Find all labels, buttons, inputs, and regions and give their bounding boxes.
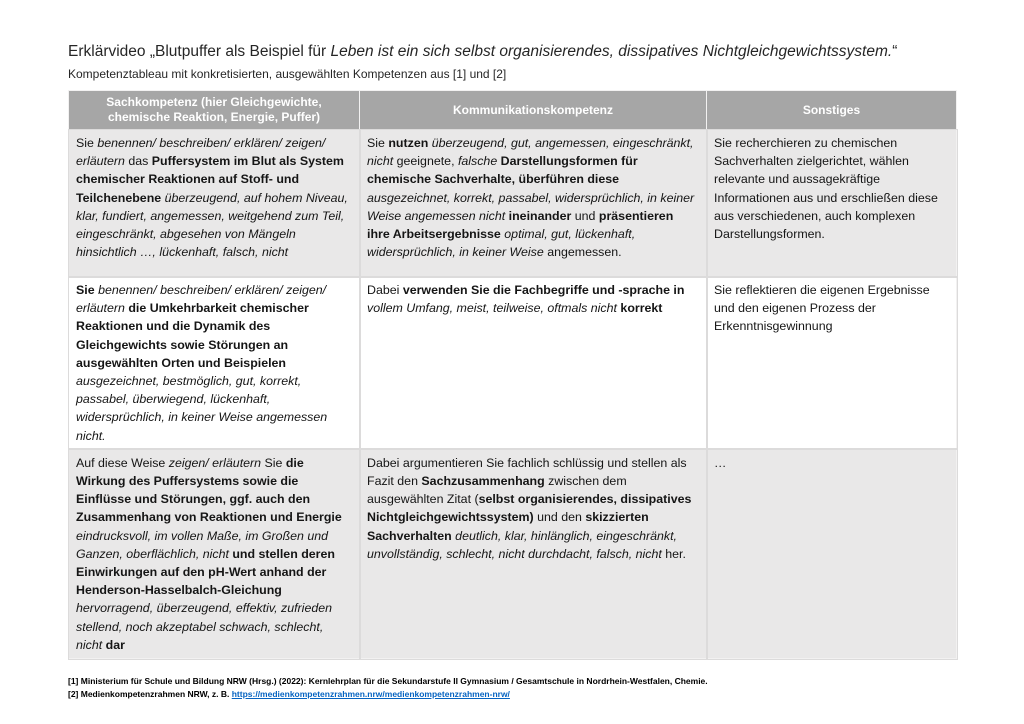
page-subtitle: Kompetenztableau mit konkretisierten, ausgewählten Kompetenzen aus [1] und [2] — [68, 67, 507, 81]
cell-row3-sonstiges: … — [707, 449, 957, 658]
document-page — [68, 42, 956, 701]
footnote-2 — [68, 688, 956, 701]
table-header-row — [69, 91, 957, 130]
cell-row2-kommunikationskompetenz: Dabei verwenden Sie die Fachbegriffe und -sprache in vollem Umfang, meist, teilweise, oftmals nicht korrekt — [360, 277, 707, 450]
page-title-suffix: “ — [892, 43, 898, 60]
footnote-2-text: [2] Medienkompetenzrahmen NRW, z. B. — [68, 689, 232, 700]
cell-row3-sachkompetenz: Auf diese Weise zeigen/ erläutern Sie die Wirkung des Puffersystems sowie die Einflüsse und Störungen, ggf. auch den Zusammenhang von Reaktionen und Energie eindrucksvoll, im vollen Maße, im Großen und Ganzen, oberflächlich, nicht und stellen deren Einwirkungen auf den pH-Wert anhand der Henderson-Hasselbalch-Gleichung hervorragend, überzeugend, effektiv, zufrieden stellend, noch akzeptabel schwach, schlecht, nicht dar — [69, 449, 360, 658]
column-header-kommunikationskompetenz: Kommunikationskompetenz — [360, 91, 707, 130]
table-row-2 — [69, 277, 957, 450]
footnote-1: [1] Ministerium für Schule und Bildung NRW (Hrsg.) (2022): Kernlehrplan für die Sekundarstufe II Gymnasium / Gesamtschule in Nordrhein-Westfalen, Chemie. — [68, 676, 708, 687]
cell-row1-sachkompetenz: Sie benennen/ beschreiben/ erklären/ zeigen/ erläutern das Puffersystem im Blut als System chemischer Reaktionen auf Stoff- und Teilchenebene überzeugend, auf hohem Niveau, klar, fundiert, angemessen, weitgehend zum Teil, eingeschränkt, abgesehen von Mängeln hinsichtlich …, lückenhaft, falsch, nicht — [69, 130, 360, 277]
cell-row3-kommunikationskompetenz: Dabei argumentieren Sie fachlich schlüssig und stellen als Fazit den Sachzusammenhang zwischen dem ausgewählten Zitat (selbst organisierendes, dissipatives Nichtgleichgewichtssystem) und den skizzierten Sachverhalten deutlich, klar, hinlänglich, eingeschränkt, unvollständig, schlecht, nicht durchdacht, falsch, nicht her. — [360, 449, 707, 658]
cell-row1-sonstiges: Sie recherchieren zu chemischen Sachverhalten zielgerichtet, wählen relevante und aussagekräftige Informationen aus und erschließen diese aus verschiedenen, auch komplexen Darstellungsformen. — [707, 130, 957, 277]
column-header-sonstiges: Sonstiges — [707, 91, 957, 130]
footnote-2-link[interactable]: https://medienkompetenzrahmen.nrw/medienkompetenzrahmen-nrw/ — [231, 689, 510, 700]
page-title-prefix: Erklärvideo „Blutpuffer als Beispiel für — [68, 43, 331, 60]
footnotes — [68, 675, 956, 701]
page-title-quote-italic: Leben ist ein sich selbst organisierendes, dissipatives Nichtgleichgewichtssystem. — [330, 43, 893, 60]
cell-row2-sachkompetenz: Sie benennen/ beschreiben/ erklären/ zeigen/ erläutern die Umkehrbarkeit chemischer Reaktionen und die Dynamik des Gleichgewichts sowie Störungen an ausgewählten Orten und Beispielen ausgezeichnet, bestmöglich, gut, korrekt, passabel, überwiegend, lückenhaft, widersprüchlich, in keiner Weise angemessen nicht. — [69, 277, 360, 450]
cell-row1-kommunikationskompetenz: Sie nutzen überzeugend, gut, angemessen, eingeschränkt, nicht geeignete, falsche Darstellungsformen für chemische Sachverhalte, überführen diese ausgezeichnet, korrekt, passabel, widersprüchlich, in keiner Weise angemessen nicht ineinander und präsentieren ihre Arbeitsergebnisse optimal, gut, lückenhaft, widersprüchlich, in keiner Weise angemessen. — [360, 130, 707, 277]
table-row-3 — [69, 449, 957, 658]
cell-row2-sonstiges: Sie reflektieren die eigenen Ergebnisse und den eigenen Prozess der Erkenntnisgewinnung — [707, 277, 957, 450]
column-header-sachkompetenz: Sachkompetenz (hier Gleichgewichte, chemische Reaktion, Energie, Puffer) — [69, 91, 360, 130]
competency-table — [68, 90, 957, 659]
page-title — [68, 42, 956, 62]
table-row-1 — [69, 130, 957, 277]
